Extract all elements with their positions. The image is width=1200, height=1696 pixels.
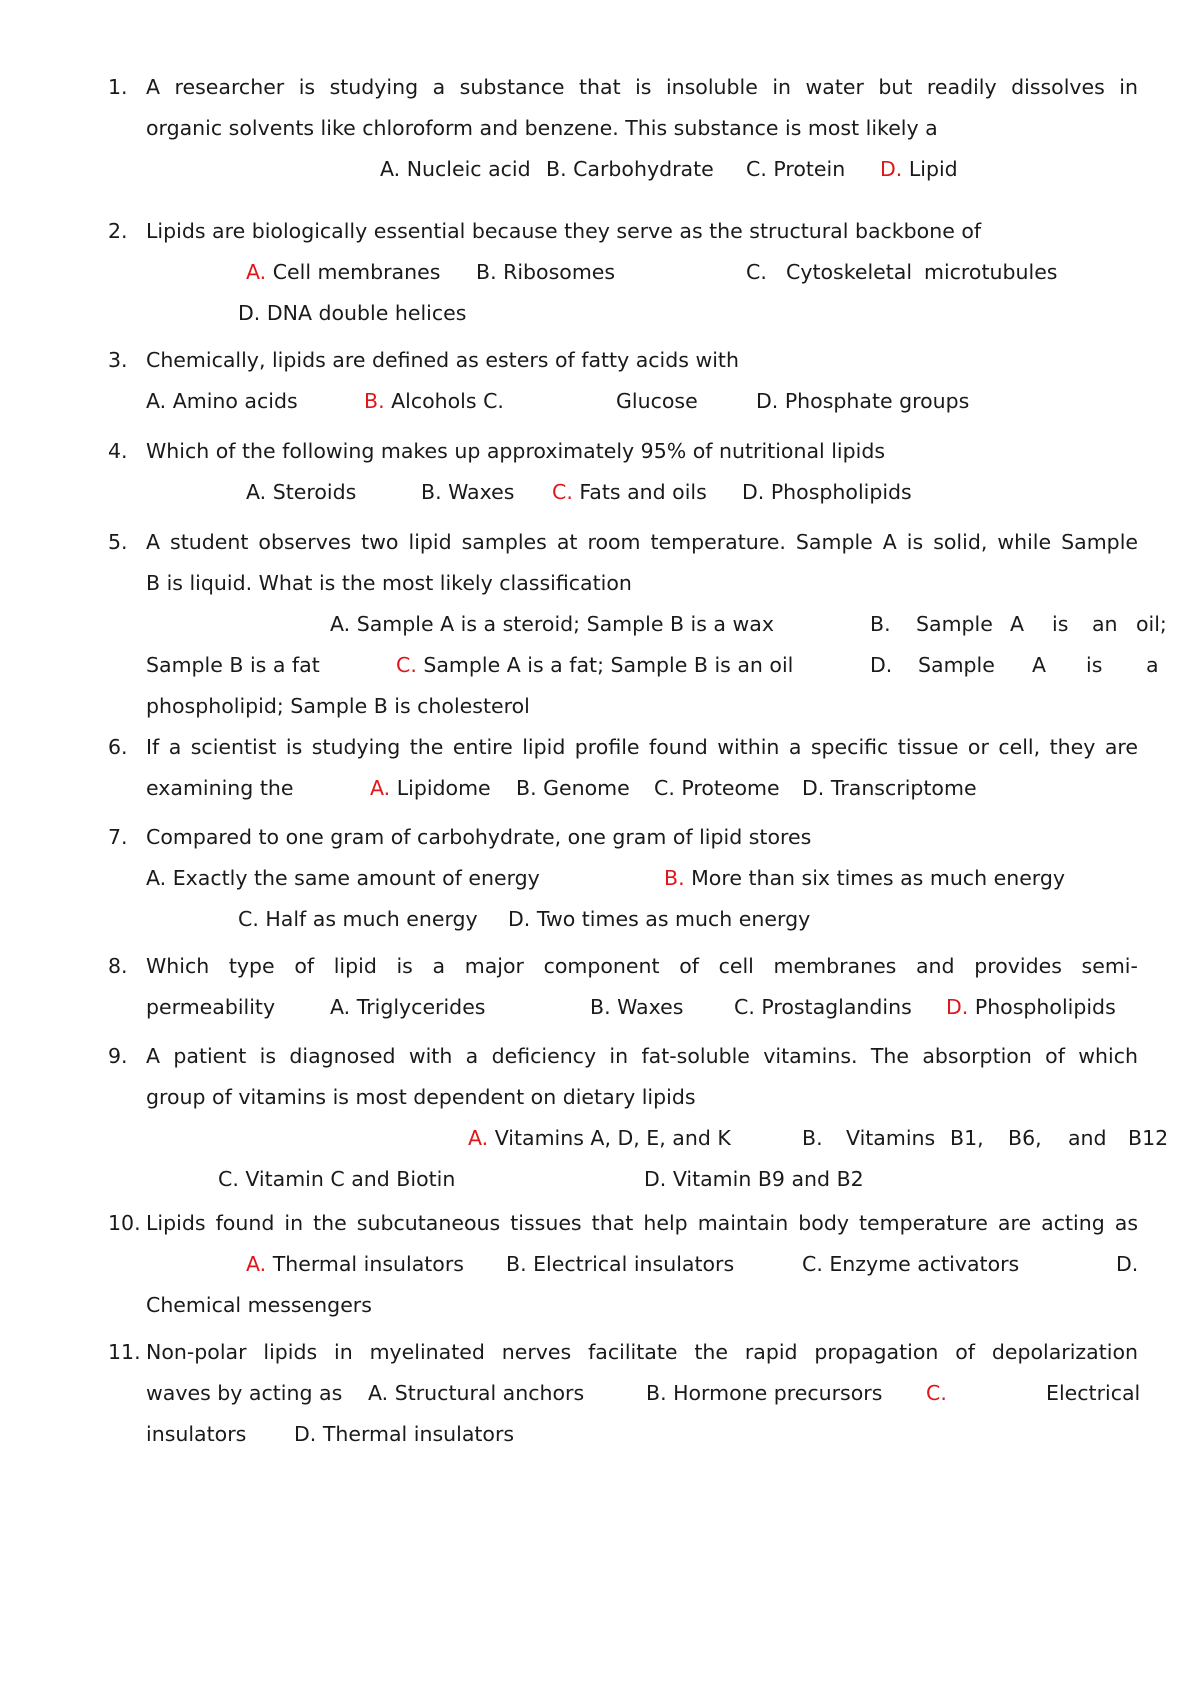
option-c-word: Electrical bbox=[1046, 1381, 1141, 1405]
question-text-line: Which of the following makes up approximately 95% of nutritional lipids bbox=[146, 439, 886, 463]
options-row bbox=[146, 1244, 1138, 1285]
option-a: A. Sample A is a steroid; Sample B is a wax bbox=[330, 612, 774, 636]
option-b-word: B6, bbox=[1008, 1126, 1042, 1150]
option-d-letter: D. bbox=[1116, 1252, 1139, 1276]
option-b-word: B12 bbox=[1128, 1126, 1169, 1150]
options-row bbox=[146, 149, 1138, 190]
question-text-line: A researcher is studying a substance that is insoluble in water but readily dissolves in bbox=[146, 75, 1138, 99]
option-a: A. Nucleic acid bbox=[380, 157, 531, 181]
options-row bbox=[146, 1373, 1141, 1414]
question-text-line: Lipids found in the subcutaneous tissues that help maintain body temperature are acting as bbox=[146, 1211, 1138, 1235]
option-b: B. Waxes bbox=[590, 995, 684, 1019]
correct-answer-letter: C. bbox=[552, 480, 573, 504]
options-row bbox=[146, 645, 1159, 686]
question-number: 5. bbox=[108, 530, 128, 554]
option-b-word: is bbox=[1052, 612, 1069, 636]
question-text-line: Compared to one gram of carbohydrate, one gram of lipid stores bbox=[146, 825, 812, 849]
correct-answer-letter: D. bbox=[946, 995, 969, 1019]
question-number: 1. bbox=[108, 75, 128, 99]
options-row bbox=[146, 1159, 1138, 1200]
option-a: A. Exactly the same amount of energy bbox=[146, 866, 540, 890]
option-d: D. Transcriptome bbox=[802, 776, 977, 800]
option-c: Glucose bbox=[616, 389, 698, 413]
option-c-word: microtubules bbox=[924, 260, 1058, 284]
option-c: C. Half as much energy bbox=[238, 907, 478, 931]
option-b: B. Carbohydrate bbox=[546, 157, 714, 181]
option-d-word: a bbox=[1146, 653, 1159, 677]
option-d: D. Phosphate groups bbox=[756, 389, 970, 413]
question-number: 3. bbox=[108, 348, 128, 372]
options-row bbox=[146, 252, 1138, 293]
option-b: B. Electrical insulators bbox=[506, 1252, 735, 1276]
option-a: A. Cell membranes bbox=[246, 260, 441, 284]
options-row bbox=[146, 293, 1138, 334]
options-row bbox=[146, 899, 1138, 940]
option-d: D. Two times as much energy bbox=[508, 907, 811, 931]
question-7 bbox=[108, 817, 1138, 940]
option-c: C. Enzyme activators bbox=[802, 1252, 1020, 1276]
question-number: 11. bbox=[108, 1340, 141, 1364]
option-b-word: B. bbox=[802, 1126, 823, 1150]
question-text-line: B is liquid. What is the most likely classification bbox=[146, 571, 632, 595]
option-c-word: insulators bbox=[146, 1422, 247, 1446]
question-number: 7. bbox=[108, 825, 128, 849]
question-10 bbox=[108, 1203, 1138, 1326]
question-text-tail: examining the bbox=[146, 776, 294, 800]
option-b-word: oil; bbox=[1136, 612, 1167, 636]
option-d-word: A bbox=[1032, 653, 1047, 677]
option-b-word: an bbox=[1092, 612, 1118, 636]
option-d: D. Phospholipids bbox=[946, 995, 1116, 1019]
option-b: B. Genome bbox=[516, 776, 630, 800]
question-text-line: A patient is diagnosed with a deficiency in fat-soluble vitamins. The absorption of which bbox=[146, 1044, 1138, 1068]
options-row bbox=[146, 1414, 1138, 1455]
question-number: 4. bbox=[108, 439, 128, 463]
correct-answer-letter: B. bbox=[664, 866, 685, 890]
question-number: 8. bbox=[108, 954, 128, 978]
question-number: 10. bbox=[108, 1211, 141, 1235]
option-d: D. Thermal insulators bbox=[294, 1422, 515, 1446]
option-a: A. Vitamins A, D, E, and K bbox=[468, 1126, 731, 1150]
option-b: B. Hormone precursors bbox=[646, 1381, 883, 1405]
option-b-word: B. bbox=[870, 612, 891, 636]
option-c: C. Vitamin C and Biotin bbox=[218, 1167, 456, 1191]
option-a: A. Thermal insulators bbox=[246, 1252, 464, 1276]
question-2 bbox=[108, 211, 1138, 334]
option-a: A. Triglycerides bbox=[330, 995, 486, 1019]
options-row bbox=[146, 604, 1167, 645]
question-text-line: Non-polar lipids in myelinated nerves facilitate the rapid propagation of depolarization bbox=[146, 1340, 1138, 1364]
options-row bbox=[146, 768, 1138, 809]
correct-answer-letter: B. bbox=[364, 389, 385, 413]
options-row bbox=[146, 381, 1138, 422]
option-b-word: B1, bbox=[950, 1126, 984, 1150]
question-number: 2. bbox=[108, 219, 128, 243]
options-row bbox=[146, 1285, 1138, 1326]
correct-answer-letter: A. bbox=[246, 1252, 267, 1276]
option-d: D. Phospholipids bbox=[742, 480, 912, 504]
question-8 bbox=[108, 946, 1138, 1028]
question-text-tail: waves by acting as bbox=[146, 1381, 343, 1405]
option-b-word: Vitamins bbox=[846, 1126, 936, 1150]
option-b-end: Sample B is a fat bbox=[146, 653, 320, 677]
question-number: 9. bbox=[108, 1044, 128, 1068]
question-3 bbox=[108, 340, 1138, 422]
options-row bbox=[146, 686, 1138, 727]
question-9 bbox=[108, 1036, 1169, 1200]
correct-answer-letter: C. bbox=[396, 653, 417, 677]
question-5 bbox=[108, 522, 1167, 727]
option-b-word: Sample bbox=[916, 612, 993, 636]
question-text-line: Chemically, lipids are defined as esters of fatty acids with bbox=[146, 348, 739, 372]
options-row bbox=[146, 987, 1138, 1028]
option-b: B. Ribosomes bbox=[476, 260, 616, 284]
question-text-line: Which type of lipid is a major component of cell membranes and provides semi- bbox=[146, 954, 1138, 978]
question-text-line: group of vitamins is most dependent on dietary lipids bbox=[146, 1085, 696, 1109]
option-b: B. Alcohols C. bbox=[364, 389, 504, 413]
correct-answer-letter: A. bbox=[370, 776, 391, 800]
option-d-word: is bbox=[1086, 653, 1103, 677]
option-c: C. Protein bbox=[746, 157, 846, 181]
option-a: A. Steroids bbox=[246, 480, 357, 504]
options-row bbox=[146, 1118, 1169, 1159]
correct-answer-letter: C. bbox=[926, 1381, 947, 1405]
option-d: D. DNA double helices bbox=[238, 301, 467, 325]
option-c-word: Cytoskeletal bbox=[786, 260, 913, 284]
question-number: 6. bbox=[108, 735, 128, 759]
option-c: C. Sample A is a fat; Sample B is an oil bbox=[396, 653, 794, 677]
option-b-word: and bbox=[1068, 1126, 1107, 1150]
option-a: A. Lipidome bbox=[370, 776, 491, 800]
option-d: Chemical messengers bbox=[146, 1293, 372, 1317]
question-11 bbox=[108, 1332, 1141, 1455]
option-d: D. Lipid bbox=[880, 157, 958, 181]
question-text-line: A student observes two lipid samples at room temperature. Sample A is solid, while Sample bbox=[146, 530, 1138, 554]
options-row bbox=[146, 472, 1138, 513]
correct-answer-letter: A. bbox=[468, 1126, 489, 1150]
question-text-tail: permeability bbox=[146, 995, 276, 1019]
option-d-word: Sample bbox=[918, 653, 995, 677]
question-text-line: organic solvents like chloroform and benzene. This substance is most likely a bbox=[146, 116, 938, 140]
question-text-line: If a scientist is studying the entire lipid profile found within a specific tissue or cell, they are bbox=[146, 735, 1138, 759]
option-b-word: A bbox=[1010, 612, 1025, 636]
option-d-word: D. bbox=[870, 653, 893, 677]
option-d: D. Vitamin B9 and B2 bbox=[644, 1167, 864, 1191]
option-c: C. Proteome bbox=[654, 776, 780, 800]
options-row bbox=[146, 858, 1138, 899]
option-d-end: phospholipid; Sample B is cholesterol bbox=[146, 694, 530, 718]
correct-answer-letter: D. bbox=[880, 157, 903, 181]
option-c-letter: C. bbox=[746, 260, 767, 284]
question-4 bbox=[108, 431, 1138, 513]
question-1 bbox=[108, 67, 1138, 190]
option-a: A. Structural anchors bbox=[368, 1381, 585, 1405]
question-6 bbox=[108, 727, 1138, 809]
option-c: C. Fats and oils bbox=[552, 480, 707, 504]
option-b: B. More than six times as much energy bbox=[664, 866, 1066, 890]
option-c: C. Prostaglandins bbox=[734, 995, 912, 1019]
option-b: B. Waxes bbox=[421, 480, 515, 504]
question-text-line: Lipids are biologically essential because they serve as the structural backbone of bbox=[146, 219, 982, 243]
correct-answer-letter: A. bbox=[246, 260, 267, 284]
option-a: A. Amino acids bbox=[146, 389, 298, 413]
